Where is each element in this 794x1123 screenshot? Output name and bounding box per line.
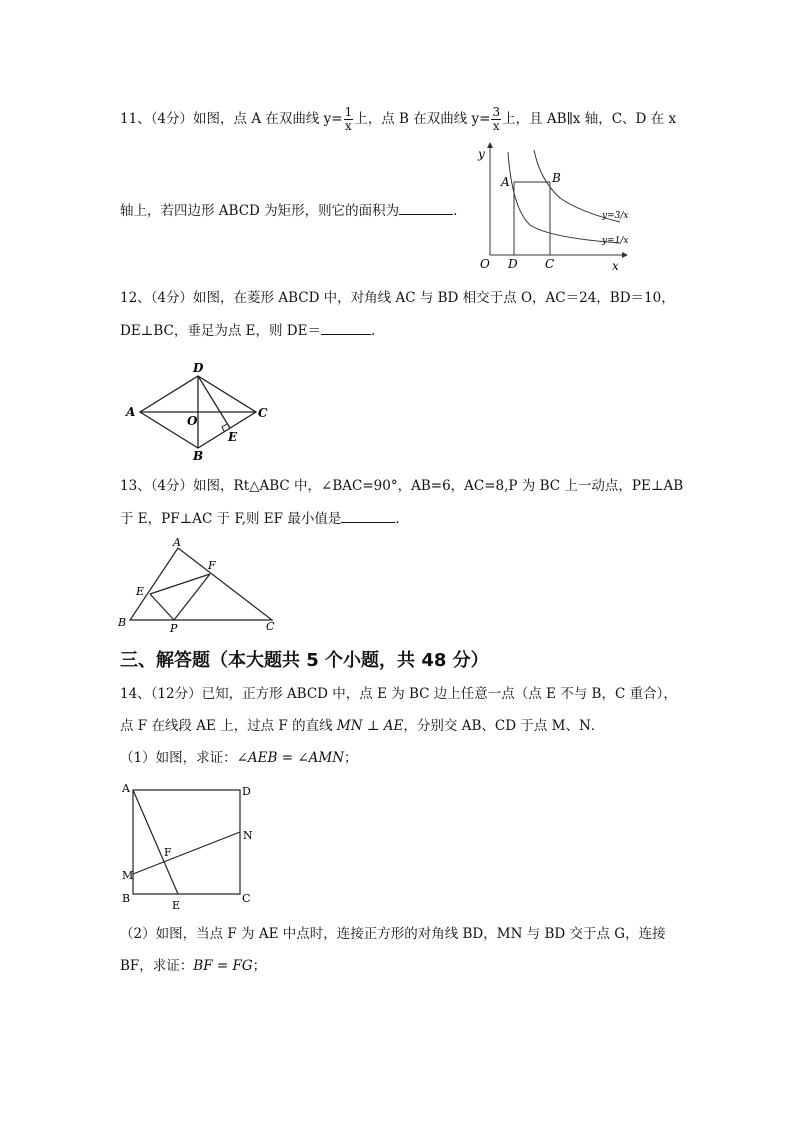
q11-line1	[120, 106, 676, 133]
q13-text-line1: 如图，Rt△ABC 中，∠BAC=90°，AB=6，AC=8,P 为 BC 上一动点，PE⊥AB	[193, 478, 684, 494]
q14-text-line2a: 点 F 在线段 AE 上，过点 F 的直线	[120, 718, 337, 734]
q11-text-2: 上，点 B 在双曲线 y=	[354, 111, 491, 127]
q12-number: 12、	[120, 290, 151, 306]
q12-period: .	[371, 323, 376, 339]
q14-label-e: E	[172, 899, 181, 912]
q13-label-b: B	[118, 616, 127, 629]
q12-label-d: D	[193, 361, 204, 375]
q13-label-a: A	[173, 536, 181, 549]
q11-text-1: 如图，点 A 在双曲线 y=	[193, 111, 343, 127]
q14-figure	[116, 778, 266, 913]
q12-figure	[122, 360, 282, 462]
section-heading-answer-questions: 三、解答题（本大题共 5 个小题，共 48 分）	[120, 650, 489, 671]
q12-answer-blank[interactable]	[321, 320, 371, 335]
q14-part2-text-line2a: BF，求证：	[120, 958, 194, 974]
q13-answer-blank[interactable]	[341, 508, 395, 523]
q11-label-o: O	[480, 257, 490, 271]
q14-part2-semicolon: ；	[252, 958, 267, 974]
q11-label-y: y	[478, 147, 485, 161]
q13-text-line2: 于 E，PF⊥AC 于 F,则 EF 最小值是	[120, 511, 342, 527]
q14-label-c: C	[242, 892, 251, 905]
q11-number: 11、	[120, 111, 151, 127]
q13-figure	[116, 536, 286, 636]
q14-formula-mn-perp-ae: MN ⊥ AE	[336, 718, 404, 734]
q14-text-line1: 已知，正方形 ABCD 中，点 E 为 BC 边上任意一点（点 E 不与 B，C 重合），	[201, 686, 677, 702]
q14-score: （12分）	[150, 686, 202, 702]
q13-label-e: E	[136, 585, 145, 598]
q14-part2-line2	[120, 956, 266, 976]
q14-label-b: B	[122, 892, 131, 905]
q14-part1-text: （1）如图，求证：	[120, 750, 237, 766]
q13-score: （4分）	[150, 478, 194, 494]
q11-text-3: 上，且 AB∥x 轴，C、D 在 x	[502, 111, 677, 127]
q11-label-curve-3: y=3/x	[602, 211, 629, 221]
q13-period: .	[395, 511, 400, 527]
q14-number: 14、	[120, 686, 151, 702]
q12-text-line2: DE⊥BC，垂足为点 E，则 DE＝	[120, 323, 321, 339]
q12-label-e: E	[228, 430, 238, 444]
q11-score: （4分）	[150, 111, 194, 127]
q11-period: .	[453, 203, 458, 219]
q14-line1	[120, 684, 677, 704]
q14-label-d: D	[242, 785, 251, 798]
q14-label-f: F	[164, 846, 172, 859]
q12-score: （4分）	[150, 290, 194, 306]
q11-label-x: x	[612, 259, 619, 273]
q13-label-f: F	[208, 559, 216, 572]
q14-part2-text-line1: （2）如图，当点 F 为 AE 中点时，连接正方形的对角线 BD，MN 与 BD 交于点 G，连接	[120, 926, 666, 942]
q14-text-line2b: ，分别交 AB、CD 于点 M、N．	[403, 718, 605, 734]
q14-part2-formula: BF = FG	[193, 958, 253, 974]
q14-part1-formula: ∠AEB = ∠AMN	[236, 750, 345, 766]
q12-label-a: A	[126, 405, 136, 419]
q14-part1	[120, 748, 358, 768]
q12-line2	[120, 320, 375, 341]
q11-fraction-3-over-x: $\frac{3}{x}$	[492, 105, 501, 133]
q14-part2-line1	[120, 924, 666, 944]
q13-line1	[120, 476, 683, 496]
q13-line2	[120, 508, 400, 529]
q11-line2	[120, 200, 457, 221]
q11-label-c: C	[545, 257, 555, 271]
q11-label-curve-1: y=1/x	[602, 236, 629, 246]
q12-line1	[120, 288, 675, 308]
q12-label-b: B	[193, 449, 204, 462]
q14-label-n: N	[243, 829, 253, 842]
q11-fraction-1-over-x: $\frac{1}{x}$	[344, 105, 353, 133]
q11-label-d: D	[508, 257, 518, 271]
q14-part1-semicolon: ；	[344, 750, 358, 766]
q13-label-p: P	[170, 622, 178, 635]
q12-label-c: C	[258, 406, 268, 420]
q11-answer-blank[interactable]	[399, 200, 453, 215]
q14-line2	[120, 716, 604, 736]
q11-label-b: B	[552, 171, 561, 185]
q12-label-o: O	[187, 414, 198, 428]
q11-figure	[470, 140, 640, 275]
q12-text-line1: 如图，在菱形 ABCD 中，对角线 AC 与 BD 相交于点 O，AC＝24，BD＝10，	[193, 290, 675, 306]
q13-number: 13、	[120, 478, 151, 494]
q14-label-m: M	[122, 869, 134, 882]
q11-label-a: A	[501, 175, 510, 189]
q13-label-c: C	[266, 620, 275, 633]
q14-label-a: A	[122, 782, 130, 795]
q11-text-line2: 轴上，若四边形 ABCD 为矩形，则它的面积为	[120, 203, 400, 219]
